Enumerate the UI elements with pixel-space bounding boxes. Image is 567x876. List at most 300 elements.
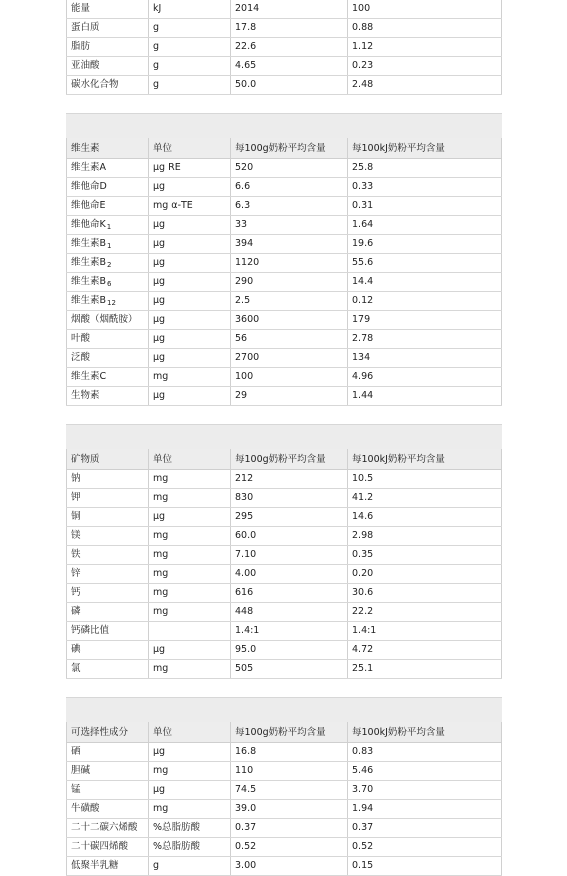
cell-text: μg — [153, 352, 166, 363]
table-cell — [230, 216, 347, 234]
table-row — [66, 546, 502, 565]
table-cell — [66, 743, 148, 761]
table-cell — [148, 159, 230, 177]
table-cell — [230, 546, 347, 564]
table-cell — [230, 292, 347, 310]
cell-text: 二十碳四烯酸 — [71, 841, 129, 852]
cell-text: 3.00 — [235, 860, 257, 871]
table-cell — [148, 368, 230, 386]
cell-text: mg — [153, 568, 169, 579]
cell-text: 505 — [235, 663, 254, 674]
table-row — [66, 470, 502, 489]
cell-text: mg — [153, 492, 169, 503]
table-row — [66, 19, 502, 38]
table-row — [66, 762, 502, 781]
cell-text: 33 — [235, 219, 248, 230]
table-cell — [347, 781, 502, 799]
table-cell — [66, 800, 148, 818]
cell-text: 钾 — [71, 492, 81, 503]
blank-cell — [148, 114, 230, 138]
table-cell — [230, 660, 347, 678]
cell-text: 2.5 — [235, 295, 251, 306]
table-cell — [66, 330, 148, 348]
cell-text: 50.0 — [235, 79, 257, 90]
table-row — [66, 781, 502, 800]
table-cell — [230, 622, 347, 640]
cell-text: 泛酸 — [71, 352, 91, 363]
cell-text: μg — [153, 295, 166, 306]
table-cell — [148, 857, 230, 875]
table-cell — [230, 311, 347, 329]
table-cell — [66, 254, 148, 272]
blank-cell — [66, 114, 148, 138]
table-cell — [347, 311, 502, 329]
cell-text: 616 — [235, 587, 254, 598]
table-row — [66, 349, 502, 368]
blank-cell — [347, 679, 502, 697]
cell-text: μg — [153, 784, 166, 795]
cell-text: 10.5 — [352, 473, 374, 484]
table-row — [66, 622, 502, 641]
cell-text: 每100g奶粉平均含量 — [235, 727, 326, 738]
table-cell — [66, 838, 148, 856]
cell-text: mg — [153, 549, 169, 560]
table-cell — [148, 292, 230, 310]
cell-text: 6.6 — [235, 181, 251, 192]
cell-text: 叶酸 — [71, 333, 91, 344]
blank-cell — [347, 425, 502, 449]
cell-text: 矿物质 — [71, 454, 100, 465]
cell-text: 0.52 — [352, 841, 374, 852]
cell-text: μg — [153, 511, 166, 522]
table-cell — [148, 449, 230, 469]
cell-text: 7.10 — [235, 549, 257, 560]
cell-text: 钙 — [71, 587, 81, 598]
blank-cell — [230, 114, 347, 138]
table-cell — [230, 800, 347, 818]
table-cell — [230, 743, 347, 761]
table-row — [66, 292, 502, 311]
table-cell — [230, 387, 347, 405]
table-row — [66, 330, 502, 349]
blank-cell — [148, 95, 230, 113]
table-row — [66, 0, 502, 19]
blank-cell — [66, 679, 148, 697]
table-cell — [148, 349, 230, 367]
table-row — [66, 838, 502, 857]
table-cell — [148, 603, 230, 621]
table-cell — [66, 38, 148, 56]
cell-text: 14.4 — [352, 276, 374, 287]
table-cell — [66, 311, 148, 329]
table-row — [66, 584, 502, 603]
table-cell — [230, 197, 347, 215]
cell-text: 可选择性成分 — [71, 727, 129, 738]
cell-text: 22.6 — [235, 41, 257, 52]
table-row — [66, 254, 502, 273]
table-cell — [230, 857, 347, 875]
table-cell — [347, 330, 502, 348]
cell-text: 4.65 — [235, 60, 257, 71]
blank-cell — [347, 95, 502, 113]
table-row — [66, 641, 502, 660]
table-cell — [347, 819, 502, 837]
blank-cell — [148, 698, 230, 722]
table-cell — [66, 508, 148, 526]
cell-text: 硒 — [71, 746, 81, 757]
table-cell — [347, 508, 502, 526]
table-row — [66, 235, 502, 254]
cell-text: 每100kJ奶粉平均含量 — [352, 143, 445, 154]
cell-text: 2014 — [235, 3, 260, 14]
cell-text: 0.31 — [352, 200, 374, 211]
cell-text: 钙磷比值 — [71, 625, 110, 636]
table-cell — [230, 722, 347, 742]
cell-text: 每100kJ奶粉平均含量 — [352, 727, 445, 738]
cell-text: 0.83 — [352, 746, 374, 757]
blank-cell — [347, 698, 502, 722]
table-cell — [148, 722, 230, 742]
table-cell — [66, 273, 148, 291]
cell-text: g — [153, 79, 160, 90]
cell-text: μg — [153, 746, 166, 757]
table-cell — [347, 470, 502, 488]
table-cell — [148, 19, 230, 37]
table-cell — [347, 660, 502, 678]
table-cell — [148, 138, 230, 158]
table-cell — [148, 819, 230, 837]
table-cell — [148, 838, 230, 856]
table-cell — [148, 197, 230, 215]
cell-text: 0.52 — [235, 841, 257, 852]
cell-text: 碳水化合物 — [71, 79, 119, 90]
table-cell — [347, 197, 502, 215]
table-cell — [66, 546, 148, 564]
cell-text: 0.35 — [352, 549, 374, 560]
table-row — [66, 857, 502, 876]
cell-text: 290 — [235, 276, 254, 287]
blank-cell — [66, 425, 148, 449]
cell-text: 4.96 — [352, 371, 374, 382]
table-cell — [230, 819, 347, 837]
cell-text: 维生素 — [71, 143, 100, 154]
table-cell — [66, 349, 148, 367]
table-cell — [66, 368, 148, 386]
cell-text: 179 — [352, 314, 371, 325]
cell-text: 30.6 — [352, 587, 374, 598]
cell-text: 0.33 — [352, 181, 374, 192]
table-cell — [148, 470, 230, 488]
cell-text: 1.44 — [352, 390, 374, 401]
cell-text: 维生素C — [71, 371, 107, 382]
cell-text: 22.2 — [352, 606, 374, 617]
cell-text: 830 — [235, 492, 254, 503]
cell-text: 0.88 — [352, 22, 374, 33]
cell-text: 25.1 — [352, 663, 374, 674]
cell-text: 每100g奶粉平均含量 — [235, 143, 326, 154]
table-row — [66, 603, 502, 622]
blank-cell — [230, 406, 347, 424]
section-separator — [66, 425, 502, 449]
table-cell — [347, 857, 502, 875]
table-cell — [347, 387, 502, 405]
cell-text: 蛋白质 — [71, 22, 100, 33]
cell-text: 脂肪 — [71, 41, 91, 52]
cell-text: 29 — [235, 390, 248, 401]
table-cell — [347, 722, 502, 742]
section-separator — [66, 698, 502, 722]
cell-text: μg — [153, 238, 166, 249]
table-cell — [148, 781, 230, 799]
cell-text: mg — [153, 765, 169, 776]
cell-text: 铜 — [71, 511, 81, 522]
cell-text: mg — [153, 606, 169, 617]
table-cell — [230, 330, 347, 348]
cell-text: 维他命D — [71, 181, 107, 192]
table-cell — [66, 857, 148, 875]
table-cell — [347, 216, 502, 234]
table-cell — [230, 527, 347, 545]
blank-cell — [230, 698, 347, 722]
table-cell — [148, 235, 230, 253]
cell-text: 二十二碳六烯酸 — [71, 822, 138, 833]
table-cell — [148, 57, 230, 75]
table-cell — [148, 508, 230, 526]
cell-text: μg — [153, 257, 166, 268]
cell-text: 56 — [235, 333, 248, 344]
cell-text: 生物素 — [71, 390, 100, 401]
table-cell — [148, 565, 230, 583]
blank-cell — [230, 95, 347, 113]
cell-text: μg — [153, 314, 166, 325]
table-cell — [148, 216, 230, 234]
cell-text: 铁 — [71, 549, 81, 560]
cell-text: 维他命E — [71, 200, 106, 211]
cell-text: 448 — [235, 606, 254, 617]
table-cell — [66, 178, 148, 196]
table-cell — [66, 470, 148, 488]
table-cell — [148, 584, 230, 602]
cell-text: 2.48 — [352, 79, 374, 90]
cell-text: g — [153, 22, 160, 33]
table-row — [66, 178, 502, 197]
cell-text: 212 — [235, 473, 254, 484]
table-cell — [230, 838, 347, 856]
table-cell — [347, 622, 502, 640]
table-cell — [230, 0, 347, 18]
subscript: 2 — [107, 261, 112, 269]
table-row — [66, 311, 502, 330]
table-cell — [347, 641, 502, 659]
table-cell — [66, 159, 148, 177]
cell-text: 1.12 — [352, 41, 374, 52]
table-row — [66, 387, 502, 406]
cell-text: 295 — [235, 511, 254, 522]
table-cell — [347, 76, 502, 94]
table-cell — [230, 368, 347, 386]
table-cell — [66, 19, 148, 37]
cell-text: 维生素B — [71, 295, 107, 306]
blank-cell — [148, 425, 230, 449]
table-cell — [66, 292, 148, 310]
cell-text: 胆碱 — [71, 765, 91, 776]
table-cell — [148, 76, 230, 94]
table-cell — [347, 38, 502, 56]
table-cell — [347, 235, 502, 253]
table-cell — [148, 622, 230, 640]
table-cell — [230, 781, 347, 799]
cell-text: 维生素B — [71, 257, 107, 268]
cell-text: 每100kJ奶粉平均含量 — [352, 454, 445, 465]
cell-text: mg — [153, 371, 169, 382]
table-cell — [66, 138, 148, 158]
cell-text: 55.6 — [352, 257, 374, 268]
blank-cell — [347, 406, 502, 424]
table-cell — [66, 781, 148, 799]
cell-text: μg — [153, 181, 166, 192]
table-cell — [347, 57, 502, 75]
cell-text: 16.8 — [235, 746, 257, 757]
table-row — [66, 743, 502, 762]
table-cell — [66, 565, 148, 583]
table-cell — [347, 349, 502, 367]
cell-text: 1.94 — [352, 803, 374, 814]
cell-text: 14.6 — [352, 511, 374, 522]
table-cell — [66, 660, 148, 678]
cell-text: 520 — [235, 162, 254, 173]
table-cell — [230, 38, 347, 56]
table-cell — [347, 19, 502, 37]
table-cell — [347, 489, 502, 507]
table-cell — [148, 743, 230, 761]
table-cell — [148, 273, 230, 291]
table-cell — [66, 622, 148, 640]
cell-text: g — [153, 860, 160, 871]
cell-text: mg — [153, 663, 169, 674]
cell-text: 1120 — [235, 257, 260, 268]
cell-text: 110 — [235, 765, 254, 776]
table-cell — [148, 762, 230, 780]
table-cell — [230, 235, 347, 253]
table-cell — [230, 19, 347, 37]
cell-text: 0.37 — [352, 822, 374, 833]
cell-text: 5.46 — [352, 765, 374, 776]
table-row — [66, 76, 502, 95]
cell-text: 单位 — [153, 454, 173, 465]
cell-text: kJ — [153, 3, 162, 14]
table-cell — [347, 762, 502, 780]
section-header-row — [66, 138, 502, 159]
table-cell — [230, 489, 347, 507]
cell-text: 0.37 — [235, 822, 257, 833]
cell-text: 维生素B — [71, 276, 107, 287]
table-cell — [230, 138, 347, 158]
cell-text: 60.0 — [235, 530, 257, 541]
cell-text: 3600 — [235, 314, 260, 325]
cell-text: 氯 — [71, 663, 81, 674]
cell-text: 维生素B — [71, 238, 107, 249]
table-row — [66, 489, 502, 508]
table-cell — [230, 273, 347, 291]
table-cell — [230, 159, 347, 177]
table-cell — [230, 762, 347, 780]
cell-text: 74.5 — [235, 784, 257, 795]
cell-text: mg — [153, 473, 169, 484]
table-cell — [66, 216, 148, 234]
table-cell — [347, 138, 502, 158]
section-gap — [66, 406, 502, 425]
cell-text: 亚油酸 — [71, 60, 100, 71]
table-cell — [230, 178, 347, 196]
cell-text: 2.98 — [352, 530, 374, 541]
cell-text: 单位 — [153, 143, 173, 154]
cell-text: 每100g奶粉平均含量 — [235, 454, 326, 465]
cell-text: 19.6 — [352, 238, 374, 249]
table-cell — [148, 800, 230, 818]
cell-text: μg — [153, 333, 166, 344]
cell-text: 1.64 — [352, 219, 374, 230]
blank-cell — [230, 425, 347, 449]
table-cell — [230, 449, 347, 469]
cell-text: 碘 — [71, 644, 81, 655]
cell-text: μg — [153, 390, 166, 401]
section-header-row — [66, 449, 502, 470]
table-cell — [347, 254, 502, 272]
table-cell — [148, 489, 230, 507]
table-cell — [148, 38, 230, 56]
cell-text: %总脂肪酸 — [153, 841, 201, 852]
cell-text: 25.8 — [352, 162, 374, 173]
subscript: 1 — [107, 242, 112, 250]
cell-text: 134 — [352, 352, 371, 363]
cell-text: 单位 — [153, 727, 173, 738]
table-cell — [148, 527, 230, 545]
table-cell — [66, 197, 148, 215]
cell-text: 维他命K — [71, 219, 106, 230]
table-cell — [148, 311, 230, 329]
section-gap — [66, 679, 502, 698]
cell-text: μg RE — [153, 162, 181, 173]
cell-text: mg — [153, 530, 169, 541]
table-cell — [148, 387, 230, 405]
cell-text: 4.00 — [235, 568, 257, 579]
table-row — [66, 159, 502, 178]
table-cell — [230, 57, 347, 75]
table-cell — [230, 349, 347, 367]
cell-text: 1.4:1 — [235, 625, 260, 636]
blank-cell — [148, 679, 230, 697]
table-row — [66, 508, 502, 527]
cell-text: 100 — [235, 371, 254, 382]
table-cell — [347, 838, 502, 856]
table-cell — [66, 235, 148, 253]
table-cell — [230, 603, 347, 621]
table-cell — [347, 159, 502, 177]
table-row — [66, 57, 502, 76]
table-cell — [66, 819, 148, 837]
table-cell — [347, 449, 502, 469]
table-cell — [66, 527, 148, 545]
section-header-row — [66, 722, 502, 743]
cell-text: 维生素A — [71, 162, 106, 173]
table-row — [66, 819, 502, 838]
table-cell — [347, 178, 502, 196]
cell-text: 钠 — [71, 473, 81, 484]
table-cell — [347, 603, 502, 621]
table-cell — [230, 508, 347, 526]
table-cell — [230, 584, 347, 602]
blank-cell — [66, 406, 148, 424]
